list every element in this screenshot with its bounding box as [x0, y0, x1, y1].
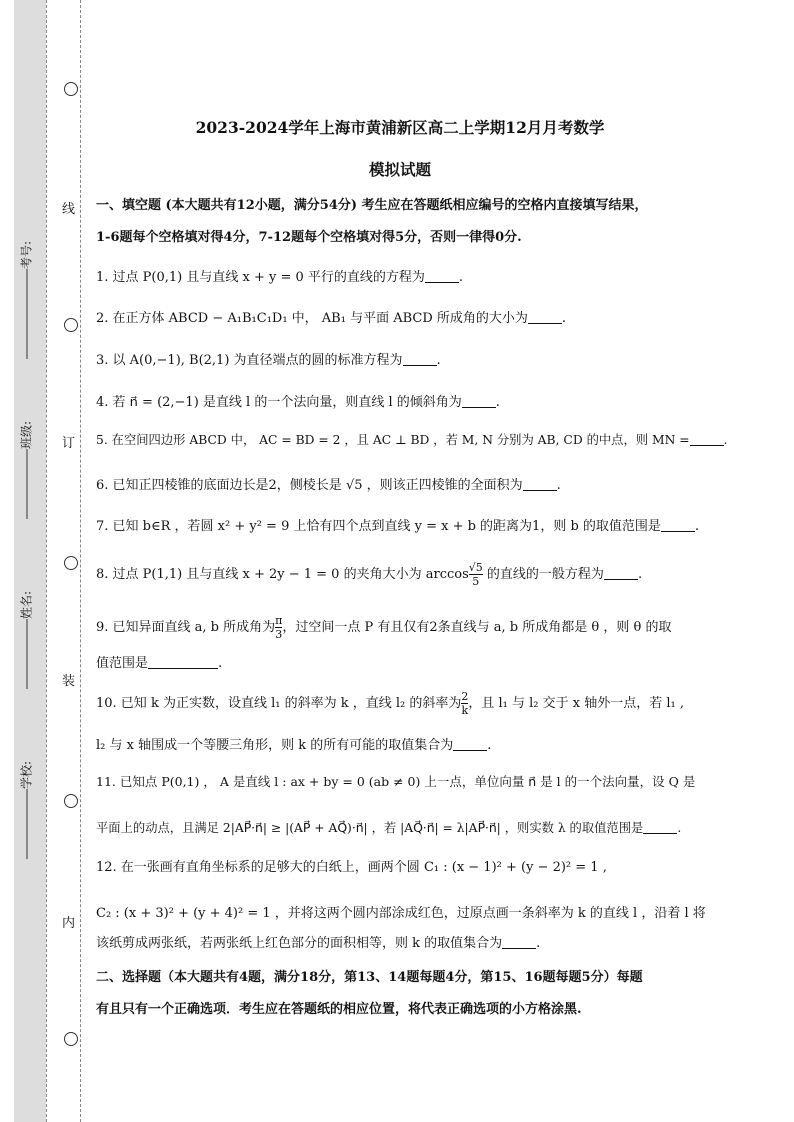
binding-hole [64, 1032, 78, 1046]
answer-blank[interactable] [604, 579, 638, 580]
question-6: 6. 已知正四棱锥的底面边长是2，侧棱长是 √5 ，则该正四棱锥的全面积为 . [96, 478, 561, 493]
binding-strip [14, 0, 46, 1122]
question-1: 1. 过点 P(0,1) 且与直线 x + y = 0 平行的直线的方程为 . [96, 270, 464, 285]
question-3: 3. 以 A(0,−1), B(2,1) 为直径端点的圆的标准方程为 . [96, 353, 441, 368]
question-10: 10. 已知 k 为正实数，设直线 l₁ 的斜率为 k ，直线 l₂ 的斜率为 $\frac{2}{k}$ ，且 l₁ 与 l₂ 交于 x 轴外一点，若 l₁ , [96, 690, 684, 717]
exam-number-field[interactable]: 考号: [18, 241, 35, 359]
binding-dashed-line [80, 0, 81, 1122]
question-11: 11. 已知点 P(0,1) ， A 是直线 l : ax + by = 0 (ab ≠ 0) 上一点，单位向量 n⃗ 是 l 的一个法向量，设 Q 是 [96, 774, 696, 789]
question-12: 12. 在一张画有直角坐标系的足够大的白纸上，画两个圆 C₁ : (x − 1)² + (y − 2)² = 1 , [96, 860, 607, 875]
question-9-cont: 值范围是 . [96, 656, 223, 671]
question-10-cont: l₂ 与 x 轴围成一个等腰三角形，则 k 的所有可能的取值集合为 . [96, 738, 492, 753]
answer-blank[interactable] [661, 531, 695, 532]
binding-hole [64, 794, 78, 808]
binding-line [46, 0, 47, 1122]
question-2: 2. 在正方体 ABCD − A₁B₁C₁D₁ 中， AB₁ 与平面 ABCD 所成角的大小为 . [96, 311, 567, 326]
answer-blank[interactable] [528, 323, 562, 324]
answer-blank[interactable] [403, 365, 437, 366]
binding-word: 装 [62, 674, 76, 689]
question-7: 7. 已知 b∈R ，若圆 x² + y² = 9 上恰有四个点到直线 y = x + b 的距离为1，则 b 的取值范围是 . [96, 519, 700, 534]
fraction: $\frac{√5}{5}$ [468, 561, 483, 588]
binding-hole [64, 556, 78, 570]
answer-blank[interactable] [462, 407, 496, 408]
binding-word: 线 [62, 202, 76, 217]
answer-blank[interactable] [425, 282, 459, 283]
answer-blank[interactable] [523, 490, 557, 491]
binding-word: 订 [62, 436, 76, 451]
fraction: $\frac{\pi}{3}$ [275, 614, 283, 641]
question-12-cont: 该纸剪成两张纸，若两张纸上红色部分的面积相等，则 k 的取值集合为 . [96, 936, 541, 951]
answer-blank[interactable] [502, 948, 536, 949]
section-instructions: 有且只有一个正确选项．考生应在答题纸的相应位置，将代表正确选项的小方格涂黑. [96, 1002, 582, 1017]
binding-word: 内 [62, 916, 76, 931]
page-subtitle: 模拟试题 [368, 160, 431, 179]
answer-blank[interactable] [148, 668, 218, 669]
name-field[interactable]: 姓名: [18, 591, 35, 689]
school-field[interactable]: 学校: [18, 761, 35, 859]
question-8: 8. 过点 P(1,1) 且与直线 x + 2y − 1 = 0 的夹角大小为 arccos $\frac{√5}{5}$ 的直线的一般方程为 . [96, 561, 643, 588]
page-title: 2023-2024学年上海市黄浦新区高二上学期12月月考数学 [195, 118, 605, 137]
answer-blank[interactable] [643, 833, 677, 834]
section-heading: 二、选择题（本大题共有4题，满分18分，第13、14题每题4分，第15、16题每题5分）每题 [96, 970, 643, 985]
question-4: 4. 若 n⃗ = (2,−1) 是直线 l 的一个法向量，则直线 l 的倾斜角为 . [96, 395, 500, 410]
answer-blank[interactable] [453, 750, 487, 751]
answer-blank[interactable] [690, 445, 724, 446]
section-instructions: 1-6题每个空格填对得4分，7-12题每个空格填对得5分，否则一律得0分. [96, 230, 522, 245]
question-12-cont: C₂ : (x + 3)² + (y + 4)² = 1 ，并将这两个圆内部涂成红色，过原点画一条斜率为 k 的直线 l ，沿着 l 将 [96, 906, 706, 921]
class-field[interactable]: 班级: [18, 421, 35, 519]
question-9: 9. 已知异面直线 a, b 所成角为 $\frac{\pi}{3}$ ，过空间一点 P 有且仅有2条直线与 a, b 所成角都是 θ ，则 θ 的取 [96, 614, 672, 641]
section-heading: 一、填空题 (本大题共有12小题，满分54分) 考生应在答题纸相应编号的空格内直接填写结果， [96, 198, 648, 213]
binding-hole [64, 318, 78, 332]
fraction: $\frac{2}{k}$ [461, 690, 469, 717]
question-5: 5. 在空间四边形 ABCD 中， AC = BD = 2 ，且 AC ⊥ BD ，若 M, N 分别为 AB, CD 的中点，则 MN = . [96, 433, 728, 447]
question-11-cont: 平面上的动点，且满足 2|AP⃗·n⃗| ≥ |(AP⃗ + AQ⃗)·n⃗| ，若 |AQ⃗·n⃗| = λ|AP⃗·n⃗| ，则实数 λ 的取值范围是 . [96, 821, 682, 835]
binding-hole [64, 82, 78, 96]
